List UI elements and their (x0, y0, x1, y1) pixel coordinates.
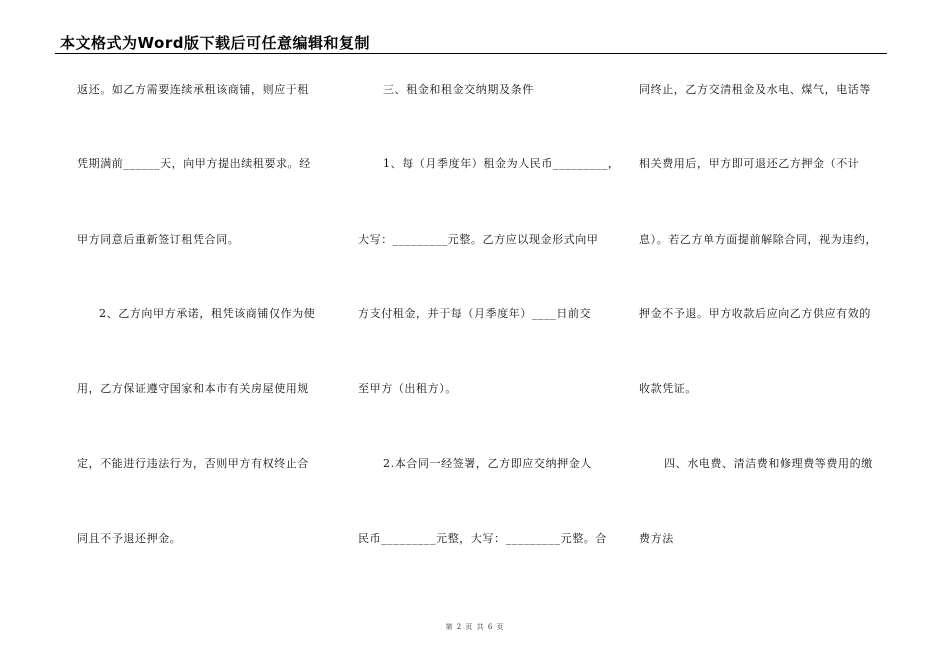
text-line: 凭期满前______天，向甲方提出续租要求。经 (77, 157, 311, 170)
text-line: 2.本合同一经签署，乙方即应交纳押金人 (383, 457, 592, 470)
page-number: 第 2 页 共 6 页 (445, 623, 505, 631)
text-line: 同且不予退还押金。 (77, 532, 182, 545)
text-line: 相关费用后，甲方即可退还乙方押金（不计 (639, 157, 860, 170)
section-heading: 四、水电费、清洁费和修理费等费用的缴 (664, 457, 873, 470)
text-line: 返还。如乙方需要连续承租该商铺，则应于租 (77, 83, 309, 96)
text-line: 收款凭证。 (639, 382, 697, 395)
header-divider (55, 53, 887, 54)
text-line: 同终止，乙方交清租金及水电、煤气，电话等 (639, 83, 871, 96)
text-line: 息）。若乙方单方面提前解除合同，视为违约， (639, 233, 878, 246)
text-line: 甲方同意后重新签订租凭合同。 (77, 233, 240, 246)
text-line: 押金不予退。甲方收款后应向乙方供应有效的 (639, 307, 871, 320)
text-line: 2、乙方向甲方承诺，租凭该商铺仅作为使 (99, 307, 316, 320)
text-line: 费方法 (639, 532, 674, 545)
page-header-title: 本文格式为Word版下载后可任意编辑和复制 (60, 34, 370, 52)
text-line: 民币_________元整，大写：_________元整。合 (358, 532, 607, 545)
text-line: 方支付租金，并于每（月季度年）____日前交 (358, 307, 592, 320)
text-line: 大写：_________元整。乙方应以现金形式向甲 (358, 233, 599, 246)
text-line: 1、每（月季度年）租金为人民币_________， (383, 157, 620, 170)
section-heading: 三、租金和租金交纳期及条件 (383, 83, 534, 96)
text-line: 用，乙方保证遵守国家和本市有关房屋使用规 (77, 382, 309, 395)
text-line: 至甲方（出租方）。 (358, 382, 457, 395)
text-line: 定，不能进行违法行为，否则甲方有权终止合 (77, 457, 309, 470)
